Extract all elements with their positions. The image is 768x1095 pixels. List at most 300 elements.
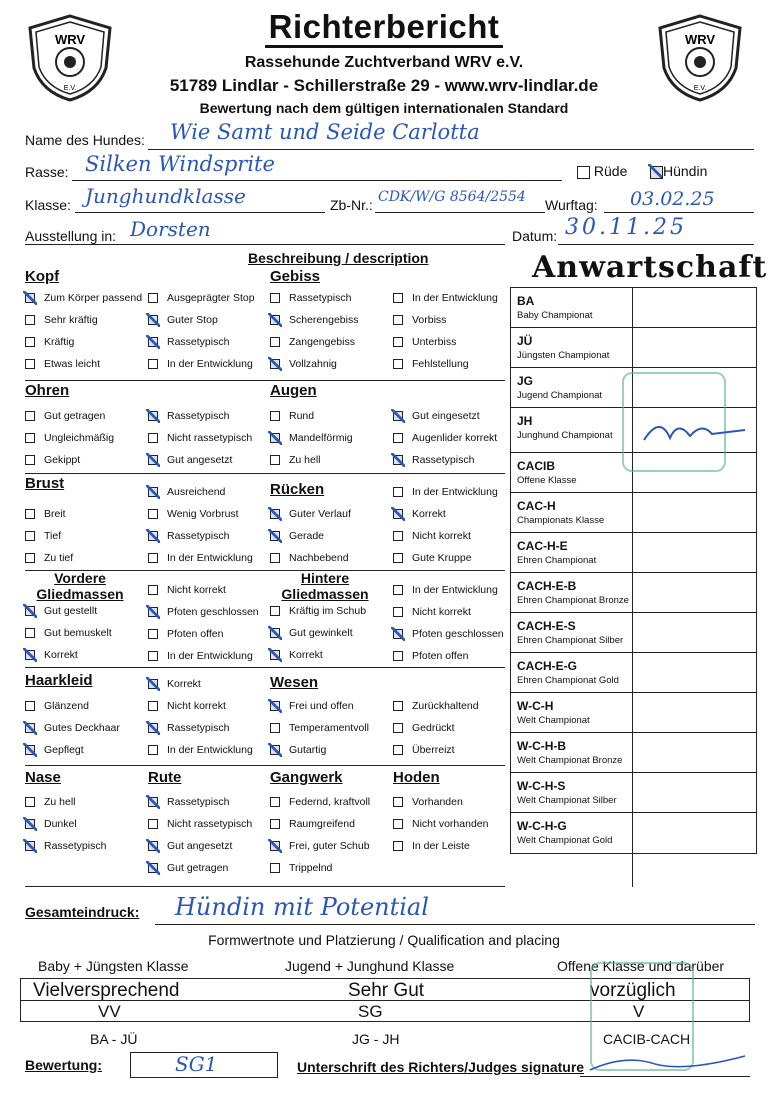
checkbox-label: Korrekt <box>412 508 446 520</box>
zb-field[interactable]: CDK/W/G 8564/2554 <box>378 189 526 205</box>
checkbox-label: Sehr kräftig <box>44 314 98 326</box>
abbr-v: V <box>633 1002 645 1021</box>
checkbox-item-kopf2[interactable] <box>148 358 253 370</box>
checkbox-item-ohren[interactable] <box>25 454 80 466</box>
checkbox-item-hintere2[interactable] <box>393 606 471 618</box>
datum-label: Datum: <box>512 228 558 244</box>
checkbox-item-hoden[interactable] <box>393 796 463 808</box>
checkbox[interactable] <box>270 337 280 347</box>
checkbox[interactable] <box>393 315 403 325</box>
checkbox-label: Gute Kruppe <box>412 552 472 564</box>
checkbox[interactable] <box>25 723 35 733</box>
anwartschaft-mark-cell[interactable] <box>633 493 755 532</box>
klasse-field[interactable]: Junghundklasse <box>85 184 246 208</box>
checkbox-item-haarkleid2[interactable] <box>148 722 229 734</box>
checkbox[interactable] <box>270 863 280 873</box>
checkbox-item-gebiss2[interactable] <box>393 336 456 348</box>
checkbox-item-wesen2[interactable] <box>393 744 455 756</box>
anwartschaft-row <box>511 493 756 533</box>
section-vordere-gliedmassen: Vordere Gliedmassen <box>36 570 124 602</box>
checkbox-label: Pfoten offen <box>412 650 469 662</box>
anwartschaft-mark-cell[interactable] <box>633 573 755 612</box>
signature-label: Unterschrift des Richters/Judges signature <box>297 1059 585 1075</box>
anwartschaft-code: W-C-H-S <box>517 779 566 793</box>
checkbox-item-augen[interactable] <box>270 432 353 444</box>
checkbox-label: In der Entwicklung <box>412 584 498 596</box>
checkbox-item-ruecken[interactable] <box>270 508 351 520</box>
checkbox-item-kopf[interactable] <box>25 358 100 370</box>
checkbox-item-vordere2[interactable] <box>148 650 253 662</box>
checkbox-item-nase[interactable] <box>25 840 106 852</box>
checkbox-item-hintere2[interactable] <box>393 584 498 596</box>
checkbox[interactable] <box>148 487 158 497</box>
checkbox-item-brust2[interactable] <box>148 530 229 542</box>
anwartschaft-mark-cell[interactable] <box>633 693 755 732</box>
checkbox-item-wesen2[interactable] <box>393 722 455 734</box>
checkbox-item-augen[interactable] <box>270 454 321 466</box>
anwartschaft-desc: Welt Championat <box>517 715 590 726</box>
anwartschaft-row <box>511 773 756 813</box>
anwartschaft-code: JG <box>517 374 534 388</box>
checkbox[interactable] <box>25 819 35 829</box>
checkbox-item-vordere2[interactable] <box>148 628 223 640</box>
checkbox[interactable] <box>25 650 35 660</box>
checkbox[interactable] <box>148 701 158 711</box>
anwartschaft-mark-cell[interactable] <box>633 773 755 812</box>
group-ba-ju: BA - JÜ <box>90 1031 138 1047</box>
checkbox-label: Ausreichend <box>167 486 226 498</box>
anwartschaft-code: CAC-H-E <box>517 539 568 553</box>
checkbox-item-rute[interactable] <box>148 818 252 830</box>
checkbox-item-ohren2[interactable] <box>148 432 252 444</box>
checkbox[interactable] <box>270 315 280 325</box>
checkbox[interactable] <box>270 509 280 519</box>
checkbox-item-augen2[interactable] <box>393 432 497 444</box>
checkbox-item-kopf2[interactable] <box>148 292 255 304</box>
checkbox[interactable] <box>148 315 158 325</box>
checkbox-item-kopf2[interactable] <box>148 336 229 348</box>
name-field[interactable]: Wie Samt und Seide Carlotta <box>170 120 480 144</box>
group-cacib: CACIB-CACH <box>603 1031 691 1047</box>
checkbox-item-wesen2[interactable] <box>393 700 479 712</box>
abbr-vv: VV <box>98 1002 121 1021</box>
anwartschaft-row <box>511 653 756 693</box>
checkbox[interactable] <box>270 359 280 369</box>
checkbox-label: Gut eingesetzt <box>412 410 480 422</box>
checkbox[interactable] <box>25 359 35 369</box>
checkbox-label: Nicht rassetypisch <box>167 818 253 830</box>
checkbox[interactable] <box>393 293 403 303</box>
checkbox[interactable] <box>148 819 158 829</box>
checkbox-label: Rassetypisch <box>167 410 230 422</box>
checkbox-item-gebiss[interactable] <box>270 358 337 370</box>
checkbox-item-hintere[interactable] <box>270 627 353 639</box>
checkbox-item-gebiss[interactable] <box>270 336 355 348</box>
section-hintere-gliedmassen: Hintere Gliedmassen <box>281 570 369 602</box>
grade-vv[interactable]: Vielversprechend <box>33 980 180 1001</box>
checkbox-label: Augenlider korrekt <box>412 432 498 444</box>
checkbox-item-augen[interactable] <box>270 410 314 422</box>
section-gangwerk: Gangwerk <box>270 769 343 786</box>
checkbox[interactable] <box>393 651 403 661</box>
anwartschaft-code: W-C-H <box>517 699 554 713</box>
checkbox-label: Federnd, kraftvoll <box>289 796 371 808</box>
section-gebiss: Gebiss <box>270 268 321 285</box>
checkbox[interactable] <box>148 531 158 541</box>
checkbox-item-gebiss2[interactable] <box>393 314 446 326</box>
anwartschaft-mark-cell[interactable] <box>633 328 755 367</box>
checkbox-item-ohren2[interactable] <box>148 410 229 422</box>
anwartschaft-desc: Offene Klasse <box>517 475 577 486</box>
anwartschaft-desc: Championats Klasse <box>517 515 605 526</box>
checkbox-item-hintere[interactable] <box>270 649 323 661</box>
checkbox-item-ohren2[interactable] <box>148 454 232 466</box>
checkbox-item-vordere2[interactable] <box>148 606 259 618</box>
anwartschaft-code: CACH-E-G <box>517 659 577 673</box>
rasse-field[interactable]: Silken Windsprite <box>85 152 275 176</box>
checkbox-item-brust[interactable] <box>25 508 66 520</box>
anwartschaft-desc: Welt Championat Silber <box>517 795 617 806</box>
checkbox[interactable] <box>25 315 35 325</box>
checkbox[interactable] <box>270 433 280 443</box>
section-ohren: Ohren <box>25 382 70 399</box>
anwartschaft-row <box>511 288 756 328</box>
checkbox[interactable] <box>393 359 403 369</box>
ruede-option[interactable]: Rüde <box>577 163 627 179</box>
checkbox-label: Pfoten geschlossen <box>412 628 504 640</box>
checkbox-item-kopf[interactable] <box>25 314 98 326</box>
checkbox-item-brust2[interactable] <box>148 552 253 564</box>
checkbox-label: Gutartig <box>289 744 327 756</box>
checkbox-label: Gut gestellt <box>44 605 98 617</box>
checkbox[interactable] <box>270 411 280 421</box>
checkbox[interactable] <box>148 293 158 303</box>
checkbox-item-gangwerk[interactable] <box>270 840 370 852</box>
checkbox-item-rute[interactable] <box>148 862 228 874</box>
checkbox-item-haarkleid2[interactable] <box>148 678 201 690</box>
checkbox-item-hintere2[interactable] <box>393 650 468 662</box>
checkbox[interactable] <box>393 509 403 519</box>
checkbox-label: Trippelnd <box>289 862 333 874</box>
checkbox-item-wesen[interactable] <box>270 700 354 712</box>
checkbox-item-ohren[interactable] <box>25 410 105 422</box>
checkbox[interactable] <box>25 411 35 421</box>
checkbox-label: Vorhanden <box>412 796 463 808</box>
checkbox-label: Gedrückt <box>412 722 455 734</box>
checkbox[interactable] <box>393 841 403 851</box>
anwartschaft-desc: Jüngsten Championat <box>517 350 610 361</box>
checkbox[interactable] <box>148 679 158 689</box>
anwartschaft-code: JÜ <box>517 334 533 348</box>
checkbox[interactable] <box>148 841 158 851</box>
ruede-checkbox[interactable] <box>577 166 590 179</box>
checkbox[interactable] <box>148 433 158 443</box>
checkbox-label: Nicht korrekt <box>412 530 471 542</box>
rasse-label: Rasse: <box>25 164 69 180</box>
checkbox-item-rute[interactable] <box>148 840 232 852</box>
checkbox-label: Gut bemuskelt <box>44 627 112 639</box>
checkbox-label: In der Entwicklung <box>167 358 253 370</box>
checkbox-item-gangwerk[interactable] <box>270 862 332 874</box>
anwartschaft-mark-cell[interactable] <box>633 288 755 327</box>
checkbox-label: Gekippt <box>44 454 81 466</box>
checkbox-label: In der Entwicklung <box>412 292 498 304</box>
anwartschaft-row <box>511 573 756 613</box>
signature-stroke <box>585 1046 750 1076</box>
checkbox-item-hintere[interactable] <box>270 605 366 617</box>
checkbox-label: Nicht vorhanden <box>412 818 489 830</box>
checkbox-item-haarkleid2[interactable] <box>148 700 226 712</box>
checkbox-item-gebiss2[interactable] <box>393 358 469 370</box>
checkbox-item-ruecken2[interactable] <box>393 552 472 564</box>
abbr-sg: SG <box>358 1002 383 1021</box>
checkbox-item-hoden[interactable] <box>393 840 470 852</box>
huendin-option[interactable]: Hündin <box>650 163 707 179</box>
checkbox[interactable] <box>148 863 158 873</box>
checkbox[interactable] <box>25 433 35 443</box>
checkbox[interactable] <box>393 701 403 711</box>
checkbox[interactable] <box>148 585 158 595</box>
checkbox[interactable] <box>393 455 403 465</box>
checkbox-item-haarkleid[interactable] <box>25 744 84 756</box>
ausstellung-label: Ausstellung in: <box>25 228 117 244</box>
checkbox[interactable] <box>148 553 158 563</box>
section-hoden: Hoden <box>393 769 440 786</box>
checkbox-item-nase[interactable] <box>25 796 76 808</box>
checkbox[interactable] <box>393 337 403 347</box>
checkbox-item-haarkleid[interactable] <box>25 700 89 712</box>
checkbox-label: Temperamentvoll <box>289 722 369 734</box>
checkbox[interactable] <box>25 841 35 851</box>
checkbox-item-ruecken[interactable] <box>270 530 324 542</box>
checkbox[interactable] <box>270 293 280 303</box>
checkbox[interactable] <box>148 359 158 369</box>
checkbox-label: Nicht rassetypisch <box>167 432 253 444</box>
group-jg-jh: JG - JH <box>352 1031 400 1047</box>
ausstellung-field[interactable]: Dorsten <box>130 217 211 241</box>
checkbox-label: Ungleichmäßig <box>44 432 115 444</box>
checkbox-label: Rassetypisch <box>289 292 352 304</box>
checkbox-item-vordere[interactable] <box>25 605 97 617</box>
checkbox[interactable] <box>270 701 280 711</box>
checkbox[interactable] <box>148 629 158 639</box>
checkbox-item-rute[interactable] <box>148 796 229 808</box>
checkbox-item-brust2[interactable] <box>148 486 225 498</box>
checkbox[interactable] <box>393 531 403 541</box>
checkbox[interactable] <box>25 509 35 519</box>
checkbox-item-gangwerk[interactable] <box>270 818 355 830</box>
anwartschaft-code: CACH-E-B <box>517 579 577 593</box>
checkbox[interactable] <box>148 337 158 347</box>
checkbox[interactable] <box>148 745 158 755</box>
checkbox[interactable] <box>25 553 35 563</box>
checkbox-label: Zurückhaltend <box>412 700 479 712</box>
anwartschaft-desc: Ehren Championat Bronze <box>517 595 629 606</box>
anwartschaft-mark-cell[interactable] <box>633 613 755 652</box>
checkbox-label: Raumgreifend <box>289 818 355 830</box>
checkbox-label: Pfoten geschlossen <box>167 606 259 618</box>
checkbox-label: Guter Verlauf <box>289 508 351 520</box>
checkbox[interactable] <box>270 841 280 851</box>
checkbox[interactable] <box>148 411 158 421</box>
checkbox-item-vordere[interactable] <box>25 649 78 661</box>
checkbox-item-hintere2[interactable] <box>393 628 504 640</box>
anwartschaft-mark-cell[interactable] <box>633 733 755 772</box>
checkbox-item-vordere[interactable] <box>25 627 112 639</box>
checkbox[interactable] <box>270 723 280 733</box>
checkbox-item-kopf[interactable] <box>25 336 74 348</box>
checkbox[interactable] <box>25 293 35 303</box>
checkbox-item-gebiss2[interactable] <box>393 292 498 304</box>
checkbox-label: Zangengebiss <box>289 336 355 348</box>
checkbox[interactable] <box>270 819 280 829</box>
checkbox-item-haarkleid[interactable] <box>25 722 120 734</box>
checkbox-item-haarkleid2[interactable] <box>148 744 253 756</box>
checkbox-label: Gut getragen <box>167 862 229 874</box>
checkbox-label: Vorbiss <box>412 314 447 326</box>
checkbox-item-gebiss[interactable] <box>270 314 358 326</box>
checkbox[interactable] <box>270 531 280 541</box>
checkbox-label: Mandelförmig <box>289 432 353 444</box>
wurftag-field[interactable]: 03.02.25 <box>630 188 715 210</box>
checkbox-label: Breit <box>44 508 66 520</box>
checkbox[interactable] <box>393 797 403 807</box>
checkbox-item-vordere2[interactable] <box>148 584 226 596</box>
checkbox-label: Gut getragen <box>44 410 106 422</box>
anwartschaft-mark-cell[interactable] <box>633 533 755 572</box>
checkbox-item-augen2[interactable] <box>393 454 474 466</box>
checkbox[interactable] <box>393 629 403 639</box>
anwartschaft-row <box>511 533 756 573</box>
checkbox-item-ruecken2[interactable] <box>393 530 471 542</box>
checkbox-item-kopf2[interactable] <box>148 314 218 326</box>
checkbox[interactable] <box>25 745 35 755</box>
anwartschaft-code: CACIB <box>517 459 555 473</box>
checkbox-label: Gut angesetzt <box>167 454 233 466</box>
checkbox[interactable] <box>25 455 35 465</box>
checkbox-label: Dunkel <box>44 818 77 830</box>
checkbox-item-ruecken2[interactable] <box>393 486 498 498</box>
checkbox[interactable] <box>270 455 280 465</box>
section-haarkleid: Haarkleid <box>25 672 93 689</box>
checkbox[interactable] <box>148 797 158 807</box>
checkbox-item-augen2[interactable] <box>393 410 480 422</box>
checkbox-item-brust[interactable] <box>25 530 61 542</box>
checkbox[interactable] <box>148 723 158 733</box>
checkbox[interactable] <box>270 797 280 807</box>
checkbox[interactable] <box>393 487 403 497</box>
checkbox-label: Gutes Deckhaar <box>44 722 120 734</box>
checkbox-label: Unterbiss <box>412 336 457 348</box>
checkbox-label: Nicht korrekt <box>167 700 226 712</box>
org-address: 51789 Lindlar - Schillerstraße 29 - www.wrv-lindlar.de <box>169 76 599 95</box>
checkbox-label: Rassetypisch <box>44 840 107 852</box>
checkbox-item-brust[interactable] <box>25 552 73 564</box>
svg-text:WRV: WRV <box>54 32 86 47</box>
checkbox[interactable] <box>393 433 403 443</box>
checkbox-item-gangwerk[interactable] <box>270 796 370 808</box>
checkbox-item-nase[interactable] <box>25 818 77 830</box>
checkbox[interactable] <box>393 723 403 733</box>
checkbox-item-ohren[interactable] <box>25 432 114 444</box>
checkbox-item-brust2[interactable] <box>148 508 239 520</box>
checkbox[interactable] <box>393 585 403 595</box>
checkbox-item-gebiss[interactable] <box>270 292 351 304</box>
checkbox[interactable] <box>270 606 280 616</box>
section-wesen: Wesen <box>270 674 319 691</box>
checkbox[interactable] <box>25 701 35 711</box>
anwartschaft-row <box>511 328 756 368</box>
svg-text:E.V.: E.V. <box>693 85 707 92</box>
checkbox-item-ruecken2[interactable] <box>393 508 446 520</box>
checkbox-item-wesen[interactable] <box>270 744 326 756</box>
anwartschaft-code: BA <box>517 294 535 308</box>
checkbox-label: In der Entwicklung <box>167 552 253 564</box>
checkbox[interactable] <box>25 628 35 638</box>
checkbox[interactable] <box>25 337 35 347</box>
anwartschaft-code: CACH-E-S <box>517 619 576 633</box>
huendin-checkbox[interactable] <box>650 166 663 179</box>
checkbox[interactable] <box>148 651 158 661</box>
datum-field[interactable]: 30.11.25 <box>565 215 687 240</box>
checkbox[interactable] <box>25 797 35 807</box>
anwartschaft-code: JH <box>517 414 533 428</box>
checkbox-label: In der Entwicklung <box>167 650 253 662</box>
grade-sg[interactable]: Sehr Gut <box>348 980 425 1001</box>
class-baby: Baby + Jüngsten Klasse <box>38 958 189 974</box>
checkbox[interactable] <box>270 553 280 563</box>
checkbox[interactable] <box>270 650 280 660</box>
checkbox[interactable] <box>393 607 403 617</box>
checkbox[interactable] <box>270 745 280 755</box>
section-ruecken: Rücken <box>270 481 325 498</box>
anwartschaft-desc: Junghund Championat <box>517 430 613 441</box>
checkbox-item-kopf[interactable] <box>25 292 142 304</box>
checkbox[interactable] <box>393 745 403 755</box>
checkbox-label: Kräftig im Schub <box>289 605 367 617</box>
checkbox-label: Tief <box>44 530 62 542</box>
bewertung-field[interactable]: SG1 <box>175 1052 218 1076</box>
grade-v[interactable]: vorzüglich <box>590 980 676 1001</box>
anwartschaft-desc: Ehren Championat Silber <box>517 635 624 646</box>
checkbox-item-ruecken[interactable] <box>270 552 349 564</box>
zb-label: Zb-Nr.: <box>330 197 373 213</box>
checkbox-label: Rassetypisch <box>167 530 230 542</box>
checkbox[interactable] <box>148 607 158 617</box>
checkbox-label: Korrekt <box>167 678 201 690</box>
checkbox[interactable] <box>393 553 403 563</box>
checkbox[interactable] <box>148 509 158 519</box>
anwartschaft-mark-cell[interactable] <box>633 813 755 853</box>
anwartschaft-code: W-C-H-G <box>517 819 567 833</box>
checkbox[interactable] <box>25 606 35 616</box>
checkbox-label: Gerade <box>289 530 325 542</box>
checkbox[interactable] <box>393 819 403 829</box>
checkbox[interactable] <box>148 455 158 465</box>
checkbox[interactable] <box>25 531 35 541</box>
checkbox[interactable] <box>270 628 280 638</box>
gesamt-field[interactable]: Hündin mit Potential <box>175 893 429 921</box>
checkbox[interactable] <box>393 411 403 421</box>
checkbox-label: In der Leiste <box>412 840 470 852</box>
checkbox-item-wesen[interactable] <box>270 722 369 734</box>
class-jugend: Jugend + Junghund Klasse <box>285 958 455 974</box>
checkbox-item-hoden[interactable] <box>393 818 488 830</box>
anwartschaft-mark-cell[interactable] <box>633 653 755 692</box>
anwartschaft-desc: Jugend Championat <box>517 390 603 401</box>
checkbox-label: In der Entwicklung <box>167 744 253 756</box>
anwartschaft-row <box>511 693 756 733</box>
